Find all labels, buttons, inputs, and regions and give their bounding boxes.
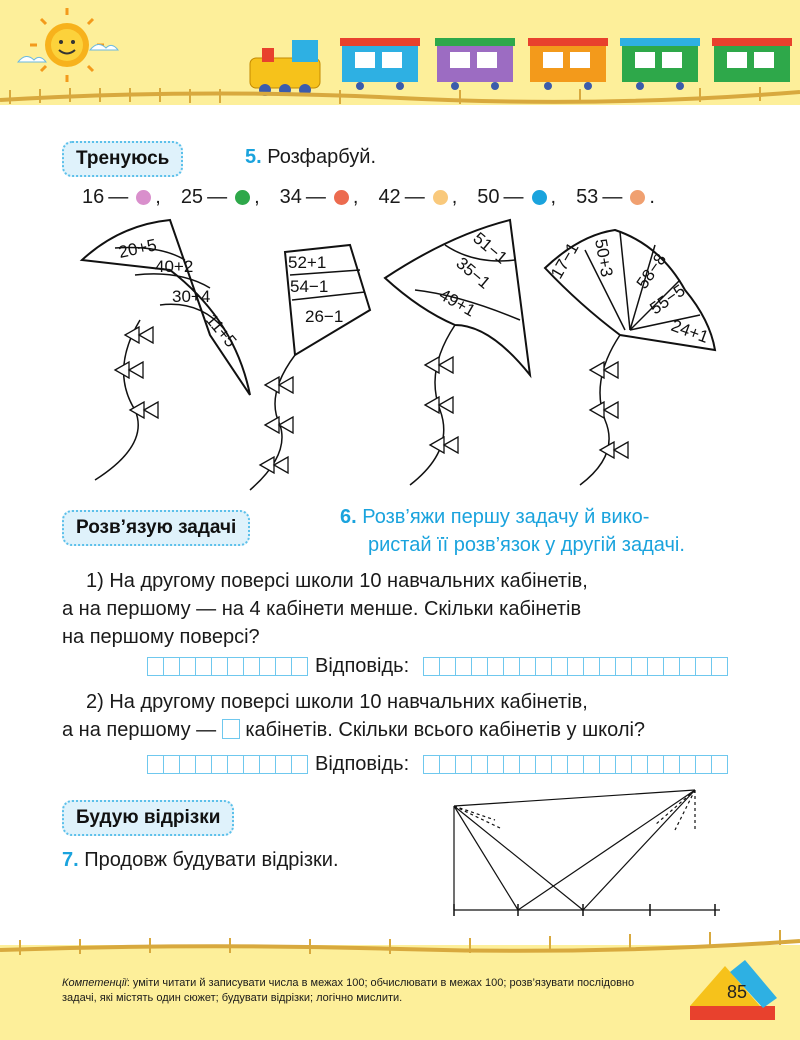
punctuation: , xyxy=(550,186,557,208)
section-label-solve-problems: Розв’язую задачі xyxy=(62,510,250,546)
kite-4-expr: 24+1 xyxy=(668,315,712,347)
task-text: Продовж будувати відрізки. xyxy=(84,849,339,871)
color-dot xyxy=(334,190,349,205)
punctuation: , xyxy=(352,186,359,208)
color-key-number: 34 xyxy=(279,186,302,208)
problem-1 xyxy=(62,567,752,651)
color-key-dash: — xyxy=(602,186,623,208)
color-dot xyxy=(532,190,547,205)
punctuation: , xyxy=(254,186,260,208)
answer-cells-2[interactable] xyxy=(423,755,727,774)
kite-4-expr: 55−5 xyxy=(646,280,689,319)
task-text-line1: Розв’яжи першу задачу й вико- xyxy=(362,506,650,528)
task-5 xyxy=(245,143,376,171)
color-key xyxy=(82,186,675,209)
color-key-number: 25 xyxy=(180,186,204,208)
task-number: 6. xyxy=(340,506,357,528)
color-key-dash: — xyxy=(503,186,524,208)
color-dot xyxy=(136,190,151,205)
punctuation: . xyxy=(649,186,655,208)
competencies-text: : уміти читати й записувати числа в межах 100; обчислювати в межах 100; розв’язувати послідовно задачі, які містять один сюжет; будувати відрізки; логічно мислити. xyxy=(62,977,635,1004)
kite-2-expr: 26−1 xyxy=(305,307,344,326)
solution-cells-1[interactable] xyxy=(147,657,307,676)
footer-grass xyxy=(0,925,800,965)
header-illustration xyxy=(0,0,800,110)
problem-2-line2a: а на першому — xyxy=(62,719,217,741)
color-dot xyxy=(235,190,250,205)
train-wagons xyxy=(340,38,792,90)
task-number: 7. xyxy=(62,849,79,871)
section-label-build-segments: Будую відрізки xyxy=(62,800,234,836)
kite-1-expr: 11+5 xyxy=(201,310,241,351)
problem-2-line2b: кабінетів. Скільки всього кабінетів у школі? xyxy=(245,719,646,741)
color-key-dash: — xyxy=(108,186,129,208)
color-key-dash: — xyxy=(404,186,425,208)
color-key-number: 42 xyxy=(378,186,401,208)
task-7 xyxy=(62,846,339,874)
kite-4-expr: 17−1 xyxy=(547,239,583,282)
kite-1-expr: 40+2 xyxy=(155,257,194,276)
color-key-number: 53 xyxy=(576,186,599,208)
color-key-number: 16 xyxy=(82,186,105,208)
kite-2-expr: 54−1 xyxy=(290,277,329,296)
kites-illustration xyxy=(60,210,740,495)
kite-3-expr: 51−1 xyxy=(469,228,511,268)
kite-2-expr: 52+1 xyxy=(288,253,327,272)
train-engine-icon xyxy=(250,40,320,96)
problem-2 xyxy=(62,688,762,744)
problem-1-line2: а на першому — на 4 кабінети менше. Скільки кабінетів xyxy=(62,598,582,620)
sun-icon xyxy=(30,8,104,82)
problem-1-line3: на першому поверсі? xyxy=(62,626,260,648)
task-number: 5. xyxy=(245,146,262,168)
section-label-training: Тренуюсь xyxy=(62,141,183,177)
color-dot xyxy=(630,190,645,205)
page-number: 85 xyxy=(727,982,748,1002)
punctuation: , xyxy=(155,186,161,208)
punctuation: , xyxy=(451,186,458,208)
color-key-number: 50 xyxy=(477,186,500,208)
kite-4-expr: 58−8 xyxy=(632,250,671,293)
answer-label-2: Відповідь: xyxy=(315,753,410,775)
problem-1-line1: 1) На другому поверсі школи 10 навчальних кабінетів, xyxy=(86,570,588,592)
kite-1 xyxy=(82,220,250,395)
answer-label-1: Відповідь: xyxy=(315,655,410,677)
problem-2-line1: 2) На другому поверсі школи 10 навчальних кабінетів, xyxy=(86,691,588,713)
blank-box[interactable] xyxy=(222,719,240,739)
color-dot xyxy=(433,190,448,205)
competencies-note xyxy=(62,976,652,1006)
color-key-dash: — xyxy=(305,186,326,208)
competencies-label: Компетенції xyxy=(62,977,127,989)
task-6 xyxy=(340,503,745,559)
kite-1-expr: 30+4 xyxy=(172,287,211,306)
kite-3-expr: 35−1 xyxy=(452,253,494,293)
kite-4-expr: 50+3 xyxy=(591,237,617,279)
segments-diagram xyxy=(440,780,730,920)
kite-1-expr: 20+5 xyxy=(116,235,159,262)
kite-3-expr: 49+1 xyxy=(436,285,479,321)
answer-cells-1[interactable] xyxy=(423,657,727,676)
color-key-dash: — xyxy=(207,186,228,208)
task-text-line2: ристай її розв’язок у другій задачі. xyxy=(368,534,685,556)
solution-cells-2[interactable] xyxy=(147,755,307,774)
task-text: Розфарбуй. xyxy=(267,146,376,168)
